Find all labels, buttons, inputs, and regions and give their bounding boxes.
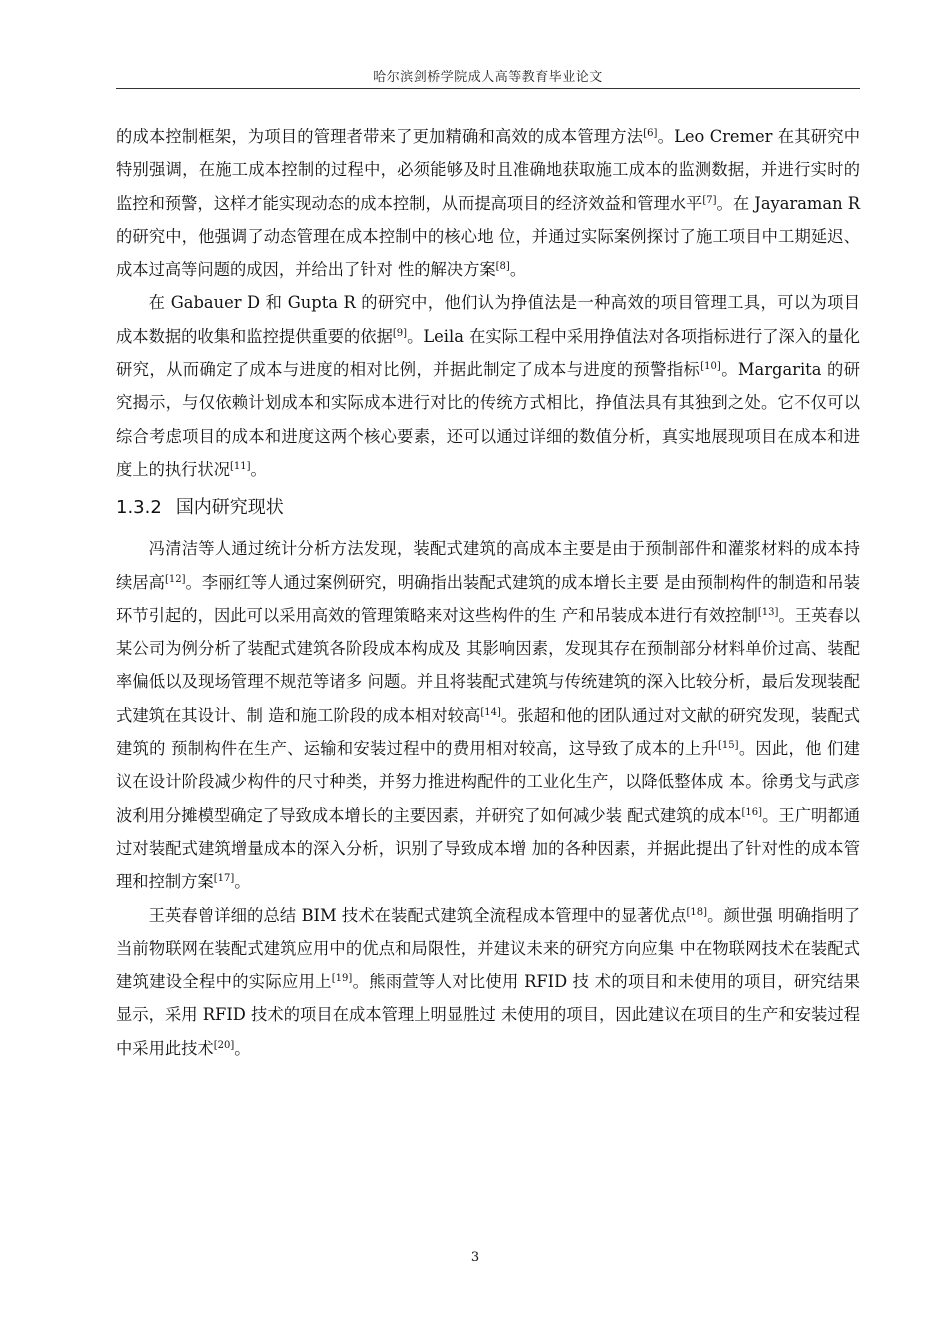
citation-20: [20] <box>213 1039 235 1051</box>
text-span: 。王广明都通过对装配式建筑增量成本的深入分析，识别了导致成本增 加的各种因素，并据此提出了针对性的成本管理和控制方案 <box>116 805 860 892</box>
text-span: 在 Gabauer D 和 Gupta R 的研究中，他们认为挣值法是一种高效的项目管理工具，可以为项目成本数据的收集和监控提供重要的依据 <box>116 293 860 346</box>
paragraph-2 <box>116 286 860 486</box>
text-span: 。张超和他的团队通过对文献的研究发现，装配式建筑的 预制构件在生产、运输和安装过程中的费用相对较高，这导致了成本的上升 <box>116 705 860 759</box>
citation-10: [10] <box>700 361 721 373</box>
text-span: 冯清洁等人通过统计分析方法发现，装配式建筑的高成本主要是由于预制部件和灌浆材料的成本持续居高 <box>116 539 860 592</box>
text-span: 王英春曾详细的总结 BIM 技术在装配式建筑全流程成本管理中的显著优点 <box>148 905 687 925</box>
header-rule <box>116 88 860 89</box>
citation-7: [7] <box>702 194 717 206</box>
citation-19: [19] <box>331 973 353 985</box>
text-span: 。熊雨萱等人对比使用 RFID 技 术的项目和未使用的项目，研究结果显示，采用 RFID 技术的项目在成本管理上明显胜过 未使用的项目，因此建议在项目的生产和安装过程中采用此技术 <box>116 972 860 1058</box>
text-span: 。 <box>509 260 527 280</box>
section-heading <box>116 488 860 528</box>
page-number: 3 <box>470 1250 480 1265</box>
body-text <box>116 120 860 1065</box>
citation-17: [17] <box>213 873 235 885</box>
text-span: 。Margarita 的研究揭示，与仅依赖计划成本和实际成本进行对比的传统方式相比，挣值法具有其独到之处。它不仅可以综合考虑项目的成本和进度这两个核心要素，还可以通过详细的数值分析，真实地展现项目在成本和进度上的执行状况 <box>116 360 860 479</box>
paragraph-3 <box>116 532 860 898</box>
text-span: 。因此，他 们建议在设计阶段减少构件的尺寸种类，并努力推进构配件的工业化生产，以降低整体成 本。徐勇戈与武彦波利用分摊模型确定了导致成本增长的主要因素，并研究了如何减少装 配式建筑的成本 <box>116 739 860 825</box>
paragraph-1 <box>116 120 860 286</box>
section-number: 1.3.2 <box>116 497 162 519</box>
running-header: 哈尔滨剑桥学院成人高等教育毕业论文 <box>373 70 603 85</box>
text-span: 的成本控制框架，为项目的管理者带来了更加精确和高效的成本管理方法 <box>116 127 644 146</box>
citation-14: [14] <box>480 706 501 718</box>
citation-18: [18] <box>686 906 708 918</box>
citation-11: [11] <box>229 460 251 472</box>
text-span: 。李丽红等人通过案例研究，明确指出装配式建筑的成本增长主要 是由预制构件的制造和吊装环节引起的，因此可以采用高效的管理策略来对这些构件的生 产和吊装成本进行有效控制 <box>116 572 860 625</box>
text-span: 。 <box>250 459 267 479</box>
citation-13: [13] <box>757 606 779 618</box>
text-span: 。 <box>234 1038 251 1058</box>
section-title: 国内研究现状 <box>175 497 284 519</box>
citation-9: [9] <box>392 327 408 339</box>
text-span: 。Leila 在实际工程中采用挣值法对各项指标进行了深入的量化研究，从而确定了成本与进度的相对比例，并据此制定了成本与进度的预警指标 <box>116 326 860 380</box>
text-span: 。颜世强 明确指明了当前物联网在装配式建筑应用中的优点和局限性，并建议未来的研究方向应集 中在物联网技术在装配式建筑建设全程中的实际应用上 <box>116 905 861 992</box>
text-span: 。王英春以某公司为例分析了装配式建筑各阶段成本构成及 其影响因素，发现其存在预制部分材料单价过高、装配率偏低以及现场管理不规范等诸多 问题。并且将装配式建筑与传统建筑的深入比较分析，最后发现装配式建筑在其设计、制 造和施工阶段的成本相对较高 <box>116 605 860 725</box>
text-span: 。 <box>234 872 251 892</box>
paragraph-4 <box>116 899 860 1065</box>
citation-12: [12] <box>164 573 186 585</box>
text-span: 。Leo Cremer 在其研究中特别强调，在施工成本控制的过程中，必须能够及时且准确地获取施工成本的监测数据，并进行实时的监控和预警，这样才能实现动态的成本控制，从而提高项目的经济效益和管理水平 <box>116 127 860 213</box>
citation-16: [16] <box>741 806 763 818</box>
citation-6: [6] <box>643 128 658 139</box>
citation-8: [8] <box>495 261 510 273</box>
text-span: 。在 Jayaraman R 的研究中，他强调了动态管理在成本控制中的核心地 位，并通过实际案例探讨了施工项目中工期延迟、成本过高等问题的成因，并给出了针对 性的解决方案 <box>116 193 860 280</box>
citation-15: [15] <box>718 740 739 752</box>
